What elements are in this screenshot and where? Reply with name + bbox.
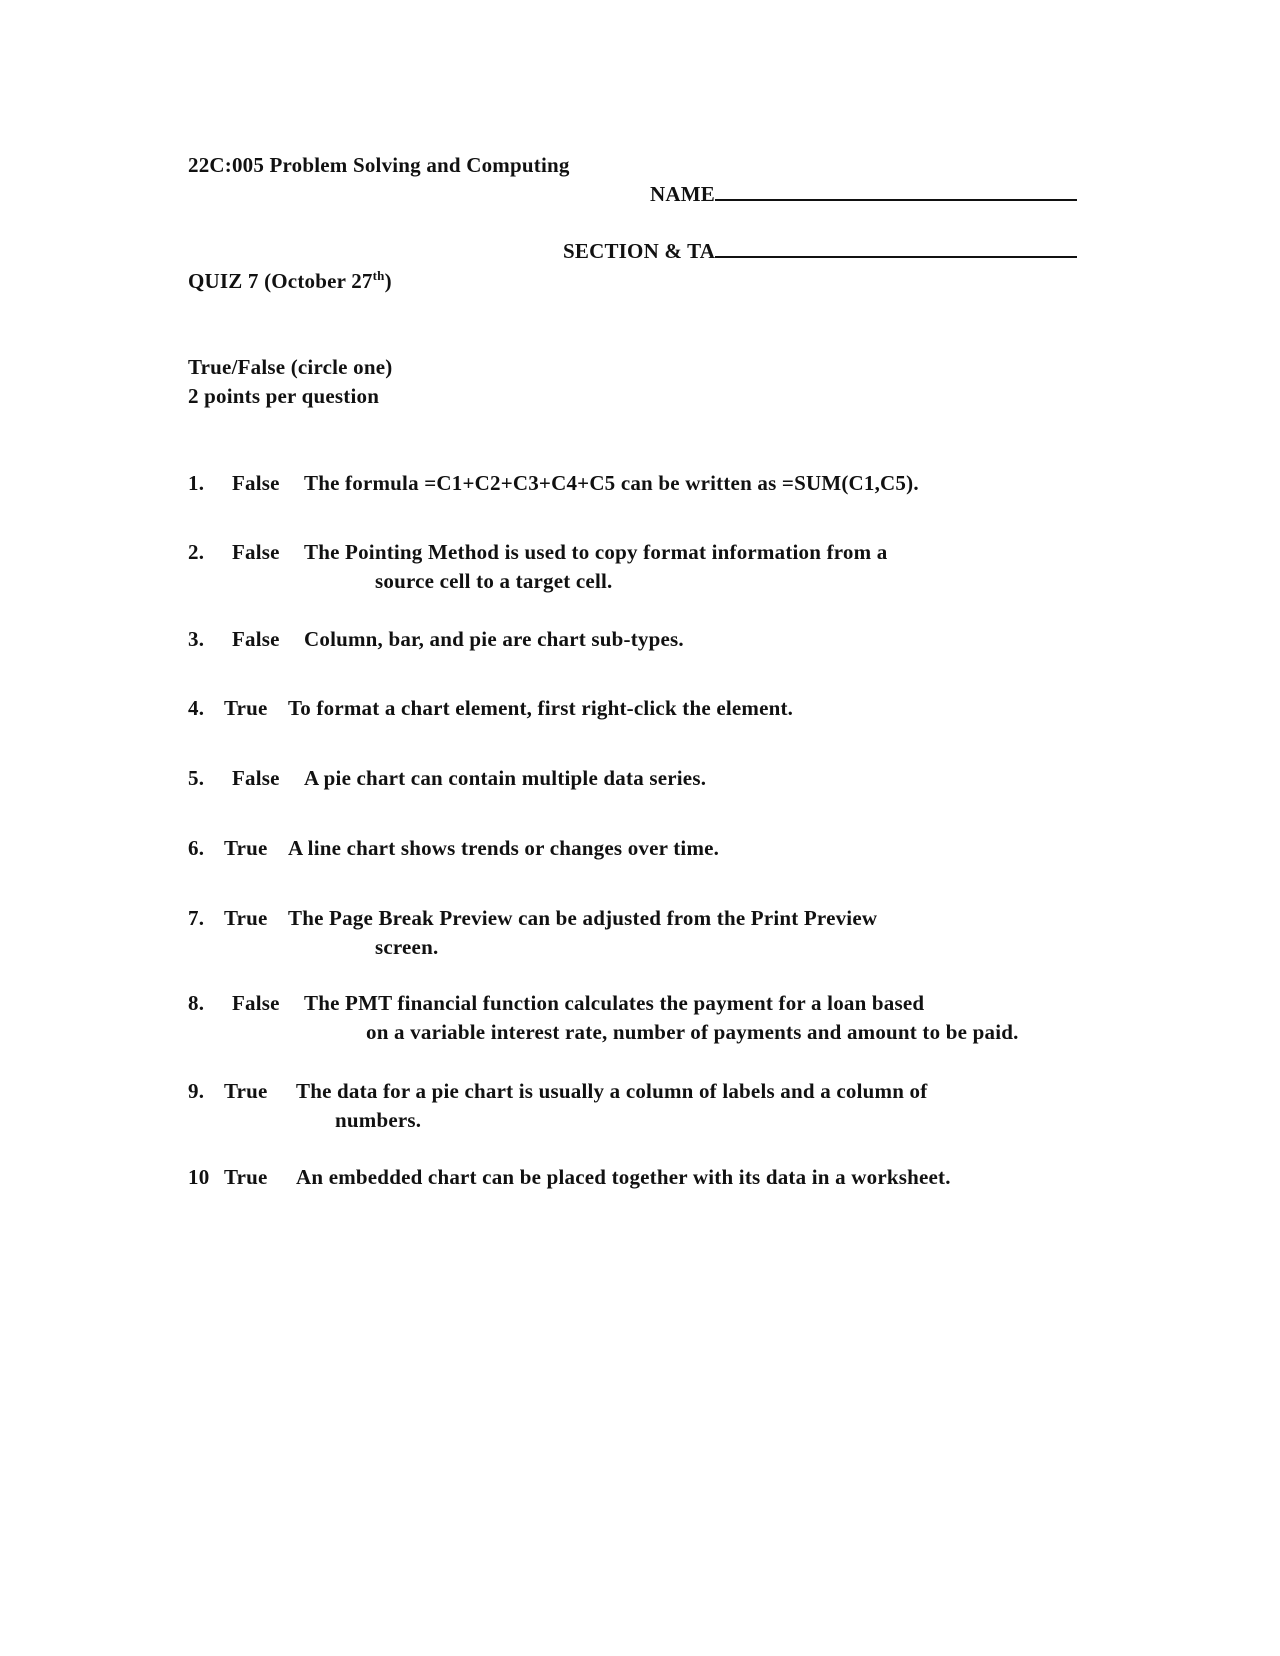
question-8: [188, 990, 924, 1016]
question-10: [188, 1164, 951, 1190]
question-1: [188, 470, 919, 496]
question-6: [188, 835, 719, 861]
question-2: [188, 539, 887, 565]
instructions-line-1: True/False (circle one): [188, 355, 393, 379]
section-label: SECTION & TA: [563, 239, 716, 263]
question-number: 3.: [188, 627, 205, 651]
question-text: An embedded chart can be placed together with its data in a worksheet.: [296, 1165, 951, 1189]
quiz-title-close: ): [384, 269, 392, 293]
question-4: [188, 695, 793, 721]
question-answer: True: [224, 1079, 268, 1103]
question-number: 1.: [188, 471, 205, 495]
question-number: 4.: [188, 696, 205, 720]
question-answer: True: [224, 836, 268, 860]
question-text: A line chart shows trends or changes over time.: [288, 836, 720, 860]
question-5: [188, 765, 706, 791]
quiz-title: [188, 268, 392, 294]
question-7: [188, 905, 877, 931]
question-2-continued: source cell to a target cell.: [375, 569, 613, 593]
question-answer: True: [224, 906, 268, 930]
question-number: 6.: [188, 836, 205, 860]
question-3: [188, 626, 684, 652]
instructions-line-2: 2 points per question: [188, 384, 380, 408]
course-title: 22C:005 Problem Solving and Computing: [188, 153, 570, 177]
name-field: [650, 181, 1077, 207]
quiz-title-sup: th: [372, 268, 385, 283]
section-field: [563, 238, 1077, 264]
question-answer: False: [232, 766, 280, 790]
question-answer: False: [232, 540, 280, 564]
question-number: 5.: [188, 766, 205, 790]
question-text: A pie chart can contain multiple data series.: [304, 766, 707, 790]
question-text: The Pointing Method is used to copy format information from a: [304, 540, 888, 564]
section-blank: [715, 238, 1077, 258]
question-number: 8.: [188, 991, 205, 1015]
question-text: The formula =C1+C2+C3+C4+C5 can be written as =SUM(C1,C5).: [304, 471, 919, 495]
question-9: [188, 1078, 927, 1104]
question-9-continued: numbers.: [335, 1108, 422, 1132]
question-answer: False: [232, 471, 280, 495]
question-text: The PMT financial function calculates the payment for a loan based: [304, 991, 925, 1015]
question-answer: True: [224, 696, 268, 720]
question-text: The Page Break Preview can be adjusted from the Print Preview: [288, 906, 878, 930]
question-8-continued: on a variable interest rate, number of payments and amount to be paid.: [366, 1020, 1019, 1044]
question-7-continued: screen.: [375, 935, 439, 959]
question-answer: False: [232, 627, 280, 651]
question-answer: False: [232, 991, 280, 1015]
question-number: 10: [188, 1165, 210, 1189]
name-blank: [715, 181, 1077, 201]
quiz-title-text: QUIZ 7 (October 27: [188, 269, 373, 293]
name-label: NAME: [650, 182, 715, 206]
question-answer: True: [224, 1165, 268, 1189]
question-number: 9.: [188, 1079, 205, 1103]
question-text: Column, bar, and pie are chart sub-types.: [304, 627, 684, 651]
question-text: To format a chart element, first right-click the element.: [288, 696, 794, 720]
question-number: 2.: [188, 540, 205, 564]
question-text: The data for a pie chart is usually a column of labels and a column of: [296, 1079, 928, 1103]
question-number: 7.: [188, 906, 205, 930]
